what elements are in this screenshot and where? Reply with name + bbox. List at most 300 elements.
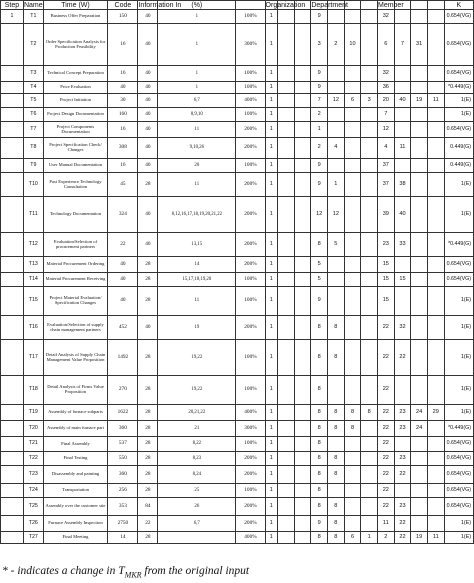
table-cell: User Manual Documentation xyxy=(43,159,108,173)
table-cell: T19 xyxy=(23,405,43,421)
table-cell xyxy=(294,287,311,316)
table-cell: 400% xyxy=(236,532,265,544)
table-cell xyxy=(344,287,361,316)
table-cell: 11 xyxy=(158,122,236,138)
column-header xyxy=(361,1,378,10)
table-cell: Transportation xyxy=(43,484,108,498)
table-cell: 28 xyxy=(138,376,158,405)
table-cell: 2 xyxy=(377,532,394,544)
table-cell: 550 xyxy=(108,452,138,466)
table-cell: T26 xyxy=(23,516,43,532)
table-cell xyxy=(361,257,378,273)
table-cell: 8 xyxy=(311,437,328,452)
table-cell: 10 xyxy=(344,24,361,66)
table-cell xyxy=(394,257,411,273)
table-cell: 40 xyxy=(108,273,138,287)
table-cell: 0.654(VG) xyxy=(444,452,473,466)
table-cell: 1 xyxy=(265,532,278,544)
table-cell xyxy=(278,173,295,197)
table-row xyxy=(1,138,474,159)
table-cell xyxy=(361,138,378,159)
table-cell xyxy=(1,82,24,94)
table-cell: 19 xyxy=(411,94,428,108)
table-cell: 16 xyxy=(108,159,138,173)
table-cell xyxy=(411,376,428,405)
table-cell: 40 xyxy=(138,108,158,122)
table-cell: 0.654(VG) xyxy=(444,466,473,484)
table-cell xyxy=(427,108,444,122)
table-cell xyxy=(344,108,361,122)
table-cell: T25 xyxy=(23,498,43,516)
table-cell xyxy=(427,376,444,405)
table-cell: Material Procurement Receiving xyxy=(43,273,108,287)
column-header xyxy=(427,1,444,10)
table-cell: 16 xyxy=(108,122,138,138)
table-cell xyxy=(294,94,311,108)
table-cell: 8 xyxy=(311,376,328,405)
table-row xyxy=(1,376,474,405)
table-cell xyxy=(427,257,444,273)
table-cell: 8,24 xyxy=(158,466,236,484)
table-cell: 1(E) xyxy=(444,94,473,108)
table-cell: 6 xyxy=(344,94,361,108)
table-cell xyxy=(411,82,428,94)
table-row xyxy=(1,405,474,421)
table-cell: 100% xyxy=(236,340,265,376)
table-cell xyxy=(411,159,428,173)
table-cell xyxy=(394,159,411,173)
table-cell: T1 xyxy=(23,10,43,24)
table-cell: 537 xyxy=(108,437,138,452)
table-cell: 14 xyxy=(158,257,236,273)
footnote-suffix: from the original input xyxy=(141,565,250,577)
table-cell: Detail Analysis of Supply Chain Management Value Proposition xyxy=(43,340,108,376)
table-cell: T23 xyxy=(23,466,43,484)
table-cell: 28 xyxy=(138,257,158,273)
table-cell xyxy=(361,173,378,197)
table-cell xyxy=(344,273,361,287)
table-cell: 40 xyxy=(138,10,158,24)
table-cell xyxy=(1,452,24,466)
table-cell: 8 xyxy=(328,340,345,376)
table-cell: 9 xyxy=(311,173,328,197)
table-cell: 8,9,10 xyxy=(158,108,236,122)
table-cell xyxy=(278,516,295,532)
table-cell: Final Meeting xyxy=(43,532,108,544)
table-cell xyxy=(278,287,295,316)
table-cell xyxy=(427,452,444,466)
footnote-prefix: * - indicates a change in T xyxy=(2,565,125,577)
table-cell xyxy=(278,532,295,544)
table-cell: 200% xyxy=(236,197,265,233)
table-cell xyxy=(394,437,411,452)
table-cell: 0.654(VG) xyxy=(444,257,473,273)
table-cell xyxy=(427,287,444,316)
table-cell xyxy=(394,82,411,94)
table-cell: 40 xyxy=(138,197,158,233)
table-cell: 11 xyxy=(158,287,236,316)
table-cell: 1 xyxy=(265,437,278,452)
table-cell xyxy=(278,421,295,437)
table-cell: 1(E) xyxy=(444,516,473,532)
table-row xyxy=(1,287,474,316)
table-cell: T2 xyxy=(23,24,43,66)
table-cell xyxy=(411,287,428,316)
table-cell: 100% xyxy=(236,273,265,287)
table-cell xyxy=(1,466,24,484)
table-cell xyxy=(411,108,428,122)
table-cell: 22 xyxy=(377,405,394,421)
table-cell: 22 xyxy=(377,498,394,516)
table-cell: 200% xyxy=(236,316,265,340)
table-cell xyxy=(427,340,444,376)
table-cell: 12 xyxy=(328,197,345,233)
table-cell: 22 xyxy=(377,316,394,340)
table-cell: 8 xyxy=(328,466,345,484)
table-cell: 1 xyxy=(265,138,278,159)
table-cell: T5 xyxy=(23,94,43,108)
table-cell xyxy=(361,437,378,452)
table-cell: Project Specification Check/ Changes xyxy=(43,138,108,159)
footnote-subscript: MKR xyxy=(124,570,142,580)
table-cell: 8 xyxy=(328,452,345,466)
column-header: Member xyxy=(377,1,404,9)
table-cell: 0.654(VG) xyxy=(444,122,473,138)
table-cell xyxy=(411,122,428,138)
table-cell xyxy=(294,437,311,452)
table-cell xyxy=(411,498,428,516)
column-header xyxy=(236,1,265,10)
table-cell xyxy=(278,376,295,405)
table-cell xyxy=(361,484,378,498)
table-cell: 0.449(G) xyxy=(444,138,473,159)
table-cell: 400% xyxy=(236,405,265,421)
table-cell: 353 xyxy=(108,498,138,516)
table-cell: T13 xyxy=(23,257,43,273)
table-cell xyxy=(344,452,361,466)
table-cell: 40 xyxy=(138,138,158,159)
table-cell xyxy=(278,138,295,159)
table-cell xyxy=(278,340,295,376)
table-cell: 100% xyxy=(236,108,265,122)
table-cell xyxy=(361,376,378,405)
table-cell: 8 xyxy=(311,421,328,437)
table-cell xyxy=(411,66,428,82)
table-cell xyxy=(1,233,24,257)
table-cell: T24 xyxy=(23,484,43,498)
table-cell: 1 xyxy=(265,257,278,273)
table-cell xyxy=(328,484,345,498)
table-cell: 24 xyxy=(411,421,428,437)
table-cell xyxy=(328,82,345,94)
table-cell: 2 xyxy=(328,24,345,66)
table-cell: T9 xyxy=(23,159,43,173)
table-cell: 2750 xyxy=(108,516,138,532)
table-cell: 1 xyxy=(265,466,278,484)
table-cell xyxy=(394,287,411,316)
table-cell: 32 xyxy=(377,10,394,24)
table-cell xyxy=(411,466,428,484)
table-cell: *0.449(G) xyxy=(444,82,473,94)
table-row xyxy=(1,273,474,287)
table-cell: 12 xyxy=(311,197,328,233)
table-cell: 6,7 xyxy=(158,94,236,108)
footnote xyxy=(2,565,249,579)
table-cell xyxy=(361,316,378,340)
table-cell xyxy=(361,197,378,233)
table-cell: 8 xyxy=(328,532,345,544)
table-cell: 28 xyxy=(138,287,158,316)
table-cell: 200% xyxy=(236,233,265,257)
table-cell: 8 xyxy=(328,516,345,532)
table-cell: 8 xyxy=(311,340,328,376)
table-cell: 16 xyxy=(108,66,138,82)
table-cell: 28 xyxy=(138,452,158,466)
table-cell: 100% xyxy=(236,287,265,316)
table-cell: 1(E) xyxy=(444,197,473,233)
table-cell: 8 xyxy=(311,405,328,421)
table-cell xyxy=(328,122,345,138)
table-cell xyxy=(361,516,378,532)
table-cell: 1 xyxy=(265,452,278,466)
table-row xyxy=(1,10,474,24)
table-cell: Project Material Evaluation/ Specification Changes xyxy=(43,287,108,316)
table-cell xyxy=(361,10,378,24)
table-cell: 1 xyxy=(265,82,278,94)
table-cell: T17 xyxy=(23,340,43,376)
table-cell xyxy=(278,316,295,340)
table-cell xyxy=(427,138,444,159)
table-cell xyxy=(278,452,295,466)
table-cell xyxy=(294,257,311,273)
table-cell: 8 xyxy=(311,466,328,484)
table-cell: 8 xyxy=(311,498,328,516)
table-cell xyxy=(278,94,295,108)
table-cell xyxy=(344,173,361,197)
table-cell xyxy=(1,376,24,405)
table-cell: 38 xyxy=(394,173,411,197)
table-cell: 24 xyxy=(411,405,428,421)
table-cell: T21 xyxy=(23,437,43,452)
table-cell: 0.654(VG) xyxy=(444,498,473,516)
table-cell: 11 xyxy=(377,516,394,532)
table-cell: T27 xyxy=(23,532,43,544)
table-cell: 15 xyxy=(377,273,394,287)
table-cell: 9 xyxy=(311,159,328,173)
table-cell: T12 xyxy=(23,233,43,257)
table-cell: T8 xyxy=(23,138,43,159)
table-cell xyxy=(394,484,411,498)
table-cell: 256 xyxy=(108,484,138,498)
table-cell: Business Offer Preparation xyxy=(43,10,108,24)
table-cell xyxy=(411,340,428,376)
table-cell xyxy=(278,24,295,66)
column-header: K xyxy=(444,1,473,10)
table-cell: 8 xyxy=(328,316,345,340)
table-cell: 1 xyxy=(265,484,278,498)
table-cell xyxy=(1,257,24,273)
table-cell: 200% xyxy=(236,498,265,516)
table-cell: 1 xyxy=(265,405,278,421)
table-cell: 200% xyxy=(236,452,265,466)
table-row xyxy=(1,122,474,138)
table-cell: 22 xyxy=(377,466,394,484)
table-cell xyxy=(427,159,444,173)
table-cell xyxy=(294,233,311,257)
table-cell xyxy=(158,532,236,544)
table-cell: 1 xyxy=(265,94,278,108)
table-cell: 1 xyxy=(158,82,236,94)
table-cell: 8,22 xyxy=(158,437,236,452)
table-cell: T4 xyxy=(23,82,43,94)
table-cell: 22 xyxy=(394,516,411,532)
table-cell: 1492 xyxy=(108,340,138,376)
table-cell: 0.654(VG) xyxy=(444,437,473,452)
table-row xyxy=(1,24,474,66)
column-header: Department xyxy=(311,1,348,9)
table-cell xyxy=(361,108,378,122)
table-cell: 40 xyxy=(394,197,411,233)
table-cell xyxy=(278,273,295,287)
table-cell xyxy=(294,452,311,466)
table-cell xyxy=(361,159,378,173)
table-cell xyxy=(1,138,24,159)
table-cell: 0.654(VG) xyxy=(444,484,473,498)
table-cell: 40 xyxy=(138,316,158,340)
table-cell xyxy=(328,273,345,287)
table-cell: 23 xyxy=(394,498,411,516)
table-cell: Evaluation/Selection of procurement partners xyxy=(43,233,108,257)
table-cell xyxy=(1,498,24,516)
table-cell xyxy=(344,340,361,376)
table-cell xyxy=(294,138,311,159)
table-cell xyxy=(278,498,295,516)
table-cell: 19,22 xyxy=(158,376,236,405)
table-cell: 1 xyxy=(265,273,278,287)
table-cell: 11 xyxy=(427,94,444,108)
table-cell: 22 xyxy=(377,452,394,466)
table-cell xyxy=(344,257,361,273)
table-cell xyxy=(278,466,295,484)
table-cell: 100% xyxy=(236,82,265,94)
table-cell: 1 xyxy=(158,24,236,66)
table-cell xyxy=(427,273,444,287)
table-cell xyxy=(294,316,311,340)
table-cell: 1(E) xyxy=(444,405,473,421)
table-cell xyxy=(278,405,295,421)
table-cell: 6 xyxy=(344,532,361,544)
table-cell: 360 xyxy=(108,466,138,484)
table-cell: Project Initiation xyxy=(43,94,108,108)
table-cell: 100% xyxy=(236,159,265,173)
table-cell: 0.449(G) xyxy=(444,159,473,173)
table-cell: 5 xyxy=(311,257,328,273)
table-cell xyxy=(294,405,311,421)
table-cell: 9 xyxy=(311,516,328,532)
table-cell: 4 xyxy=(328,138,345,159)
table-cell xyxy=(344,516,361,532)
table-cell xyxy=(1,532,24,544)
table-cell: 160 xyxy=(108,108,138,122)
table-cell xyxy=(394,10,411,24)
table-cell: 40 xyxy=(138,82,158,94)
table-cell: 39 xyxy=(377,197,394,233)
table-cell xyxy=(344,197,361,233)
table-cell xyxy=(411,138,428,159)
table-cell xyxy=(344,138,361,159)
table-cell: T11 xyxy=(23,197,43,233)
table-cell: 1 xyxy=(265,197,278,233)
table-cell xyxy=(278,484,295,498)
table-cell: 1 xyxy=(265,66,278,82)
table-cell: 22 xyxy=(377,340,394,376)
table-cell xyxy=(411,257,428,273)
table-cell: 1622 xyxy=(108,405,138,421)
table-cell: 200% xyxy=(236,516,265,532)
table-cell: T14 xyxy=(23,273,43,287)
table-cell: 11 xyxy=(158,173,236,197)
table-cell: 28 xyxy=(138,466,158,484)
table-cell xyxy=(1,94,24,108)
table-cell xyxy=(278,233,295,257)
table-cell: 8,12,16,17,18,19,20,21,22 xyxy=(158,197,236,233)
table-cell xyxy=(278,257,295,273)
table-cell xyxy=(294,173,311,197)
table-cell: Price Evaluation xyxy=(43,82,108,94)
table-cell: 84 xyxy=(138,498,158,516)
table-cell xyxy=(294,532,311,544)
table-cell: 8 xyxy=(311,233,328,257)
table-cell: 1(E) xyxy=(444,108,473,122)
table-cell: Assembly over the customer site xyxy=(43,498,108,516)
table-cell xyxy=(1,484,24,498)
table-cell: 12 xyxy=(377,122,394,138)
table-cell xyxy=(1,173,24,197)
table-row xyxy=(1,82,474,94)
table-cell: 1 xyxy=(311,122,328,138)
table-cell: 8 xyxy=(311,316,328,340)
table-cell: 28 xyxy=(138,437,158,452)
table-cell xyxy=(411,484,428,498)
table-cell xyxy=(1,421,24,437)
column-header xyxy=(411,1,428,10)
table-cell: 3 xyxy=(311,24,328,66)
table-cell xyxy=(361,466,378,484)
table-cell: 15 xyxy=(377,257,394,273)
table-cell xyxy=(278,82,295,94)
table-cell xyxy=(344,122,361,138)
table-cell: 28 xyxy=(138,273,158,287)
table-cell: 40 xyxy=(394,94,411,108)
table-cell xyxy=(344,437,361,452)
table-cell xyxy=(294,466,311,484)
table-cell: 19,22 xyxy=(158,340,236,376)
table-cell: 2 xyxy=(311,108,328,122)
table-cell: 0.654(VG) xyxy=(444,24,473,66)
table-cell xyxy=(394,122,411,138)
table-cell: 23 xyxy=(394,421,411,437)
table-cell: *0.449(G) xyxy=(444,233,473,257)
table-cell xyxy=(1,273,24,287)
table-cell xyxy=(427,10,444,24)
column-header: Step xyxy=(1,1,24,10)
table-cell: 1 xyxy=(265,421,278,437)
table-cell: T16 xyxy=(23,316,43,340)
table-cell xyxy=(328,108,345,122)
table-cell xyxy=(411,437,428,452)
table-cell: 308 xyxy=(108,138,138,159)
table-row xyxy=(1,516,474,532)
